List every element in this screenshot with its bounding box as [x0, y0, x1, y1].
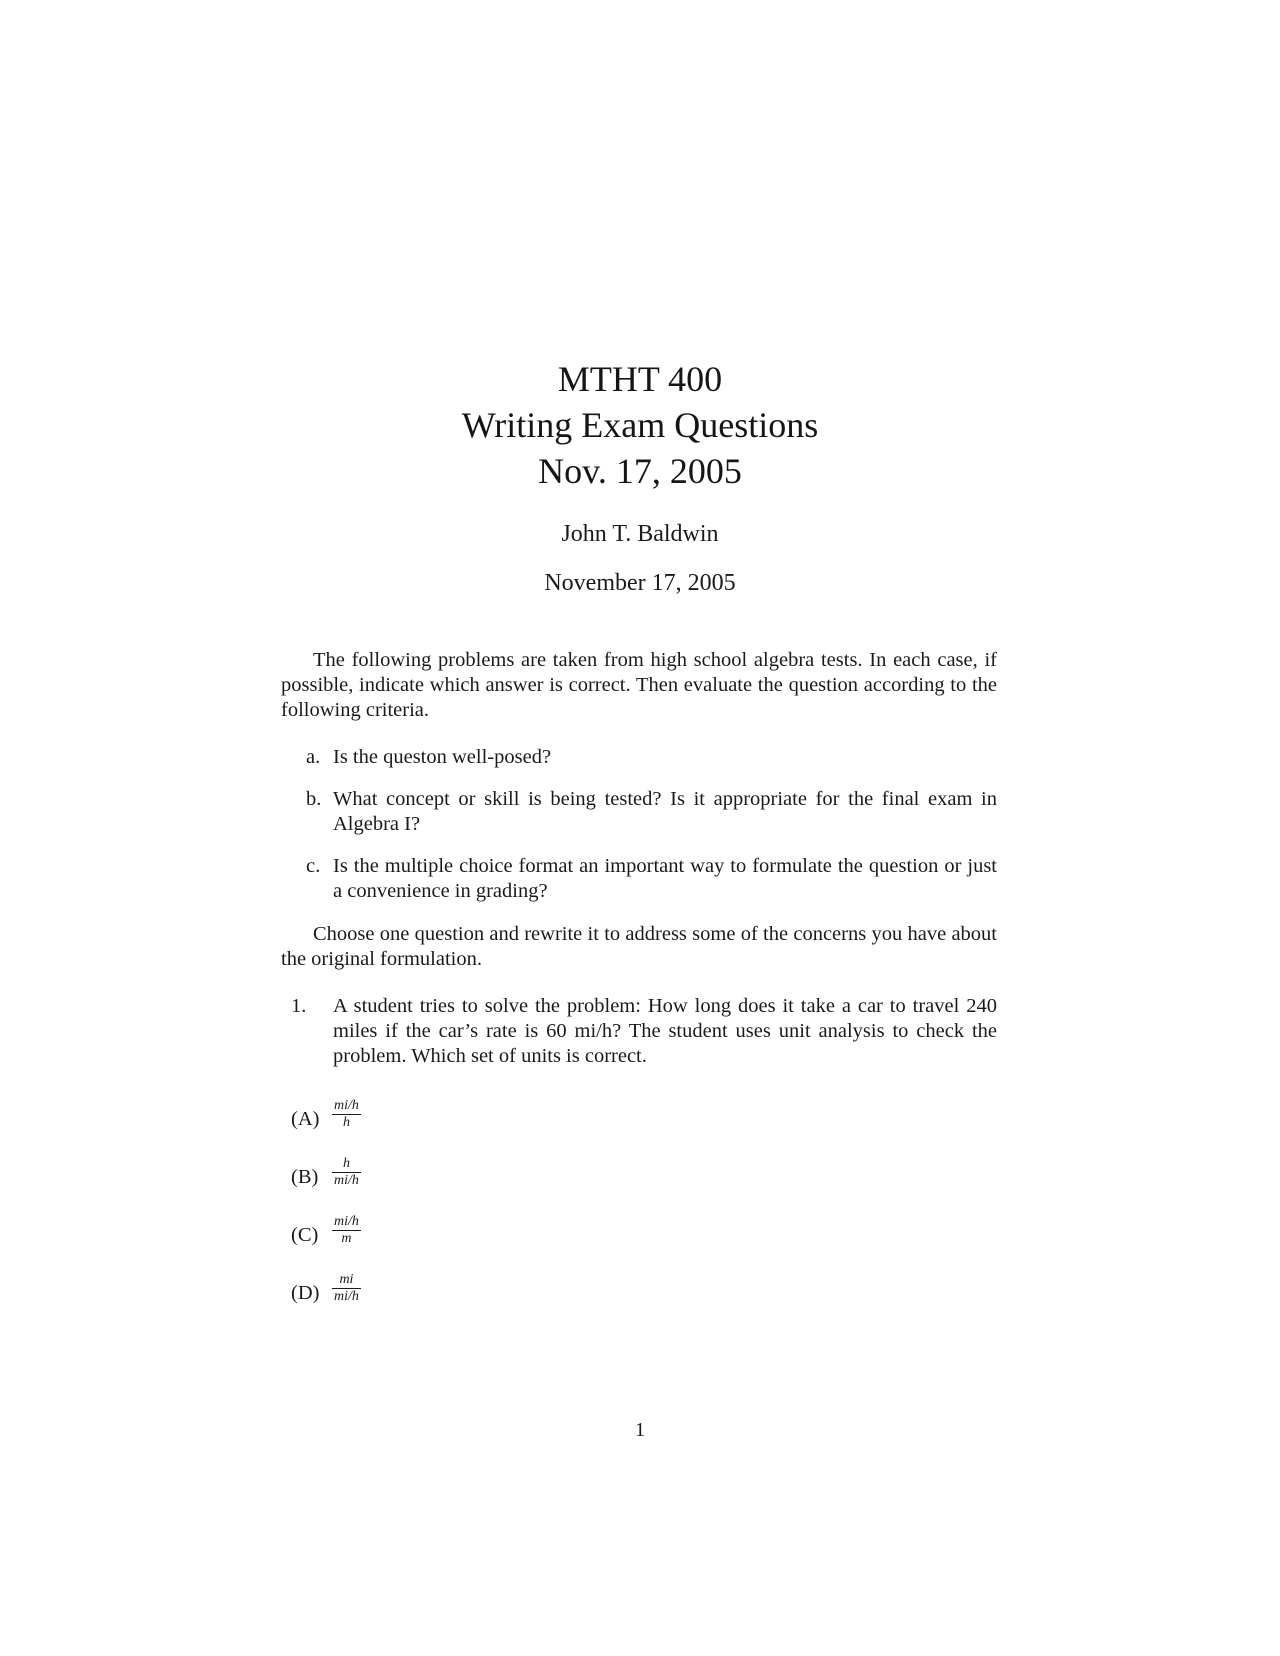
option-fraction: [332, 1156, 361, 1189]
document-subject: Writing Exam Questions: [461, 405, 819, 445]
criteria-item: [281, 745, 997, 770]
intro-paragraph: The following problems are taken from high school algebra tests. In each case, if possible, indicate which answer is correct. Then evaluate the question according to the following criteria.: [281, 649, 997, 721]
criteria-marker: c.: [306, 855, 321, 877]
option-label: (C): [291, 1224, 319, 1246]
criteria-text: Is the queston well-posed?: [333, 746, 552, 768]
question-1: [281, 994, 997, 1069]
criteria-list: [281, 745, 997, 921]
criteria-item: [281, 854, 997, 904]
option-label: (B): [291, 1166, 319, 1188]
page-number: 1: [634, 1419, 646, 1441]
fraction-numerator: mi/h: [334, 1214, 359, 1229]
fraction-numerator: mi/h: [334, 1098, 359, 1113]
option-label: (A): [291, 1108, 320, 1130]
fraction-denominator: mi/h: [334, 1289, 359, 1304]
criteria-marker: a.: [306, 746, 321, 768]
criteria-text: What concept or skill is being tested? Is it appropriate for the final exam in Algebra I?: [333, 788, 997, 835]
criteria-marker: b.: [306, 788, 322, 810]
option-fraction: [332, 1272, 361, 1305]
fraction-numerator: mi: [332, 1272, 361, 1289]
criteria-item: [281, 787, 997, 837]
document-title: [0, 356, 1280, 494]
instruction-paragraph: Choose one question and rewrite it to address some of the concerns you have about the original formulation.: [281, 923, 997, 970]
option-label: (D): [291, 1282, 320, 1304]
question-number: 1.: [291, 995, 307, 1017]
author-name: John T. Baldwin: [561, 521, 719, 547]
option-fraction: [332, 1214, 361, 1247]
option-fraction: [332, 1098, 361, 1131]
fraction-denominator: h: [342, 1115, 350, 1130]
fraction-denominator: mi/h: [334, 1173, 359, 1188]
fraction-denominator: m: [341, 1231, 352, 1246]
question-text: A student tries to solve the problem: How long does it take a car to travel 240 miles if the car’s rate is 60 mi/h? The student uses unit analysis to check the problem. Which set of units is correct.: [333, 995, 997, 1067]
fraction-numerator: h: [332, 1156, 361, 1173]
question-item: [281, 994, 997, 1069]
criteria-text: Is the multiple choice format an important way to formulate the question or just a convenience in grading?: [333, 855, 997, 902]
document-date: November 17, 2005: [544, 570, 736, 596]
title-date: Nov. 17, 2005: [538, 451, 742, 491]
course-code: MTHT 400: [557, 359, 723, 399]
